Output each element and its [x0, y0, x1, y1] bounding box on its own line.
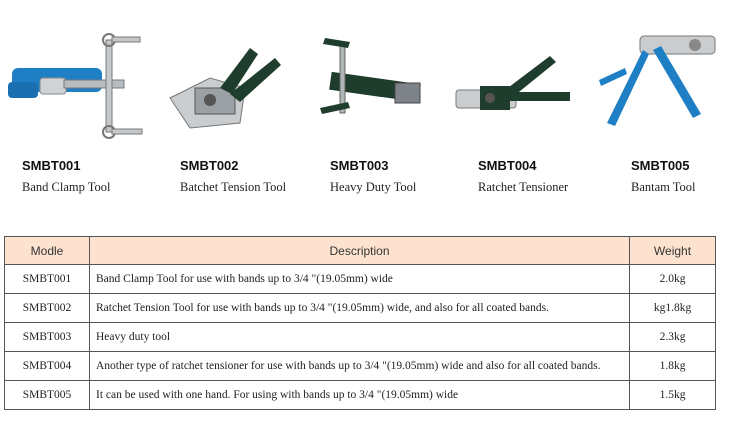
product-code: SMBT005: [631, 158, 690, 173]
column-header-model: Modle: [5, 237, 90, 265]
weight-cell: 1.5kg: [630, 381, 716, 410]
table-row: [5, 381, 716, 410]
product-name: Ratchet Tensioner: [478, 180, 569, 194]
product-gallery: [0, 0, 730, 205]
model-cell: SMBT001: [5, 265, 90, 294]
description-cell: Heavy duty tool: [90, 323, 630, 352]
table-row: [5, 323, 716, 352]
product-card-smbt005[interactable]: [595, 0, 730, 205]
weight-cell: 1.8kg: [630, 352, 716, 381]
spec-table: [4, 236, 716, 410]
bantam-tool-image: [595, 28, 725, 143]
batchet-tension-tool-image: [150, 28, 290, 143]
model-cell: SMBT005: [5, 381, 90, 410]
product-name: Heavy Duty Tool: [330, 180, 417, 194]
model-cell: SMBT004: [5, 352, 90, 381]
model-cell: SMBT003: [5, 323, 90, 352]
product-name: Bantam Tool: [631, 180, 696, 194]
table-header-row: [5, 237, 716, 265]
weight-cell: 2.0kg: [630, 265, 716, 294]
table-row: [5, 352, 716, 381]
product-code: SMBT003: [330, 158, 389, 173]
table-row: [5, 265, 716, 294]
product-card-smbt002[interactable]: [150, 0, 300, 205]
product-code: SMBT004: [478, 158, 537, 173]
description-cell: Band Clamp Tool for use with bands up to 3/4 "(19.05mm) wide: [90, 265, 630, 294]
product-name: Band Clamp Tool: [22, 180, 111, 194]
description-cell: Another type of ratchet tensioner for use with bands up to 3/4 "(19.05mm) wide and also for all coated bands.: [90, 352, 630, 381]
product-code: SMBT001: [22, 158, 81, 173]
weight-cell: kg1.8kg: [630, 294, 716, 323]
product-code: SMBT002: [180, 158, 239, 173]
band-clamp-tool-image: [4, 28, 149, 143]
product-name: Batchet Tension Tool: [180, 180, 287, 194]
product-card-smbt001[interactable]: [4, 0, 154, 205]
column-header-weight: Weight: [630, 237, 716, 265]
weight-cell: 2.3kg: [630, 323, 716, 352]
product-card-smbt003[interactable]: [300, 0, 450, 205]
column-header-description: Description: [90, 237, 630, 265]
heavy-duty-tool-image: [300, 28, 440, 143]
model-cell: SMBT002: [5, 294, 90, 323]
description-cell: Ratchet Tension Tool for use with bands up to 3/4 "(19.05mm) wide, and also for all coated bands.: [90, 294, 630, 323]
ratchet-tensioner-image: [450, 28, 590, 143]
description-cell: It can be used with one hand. For using with bands up to 3/4 "(19.05mm) wide: [90, 381, 630, 410]
table-row: [5, 294, 716, 323]
product-card-smbt004[interactable]: [450, 0, 600, 205]
